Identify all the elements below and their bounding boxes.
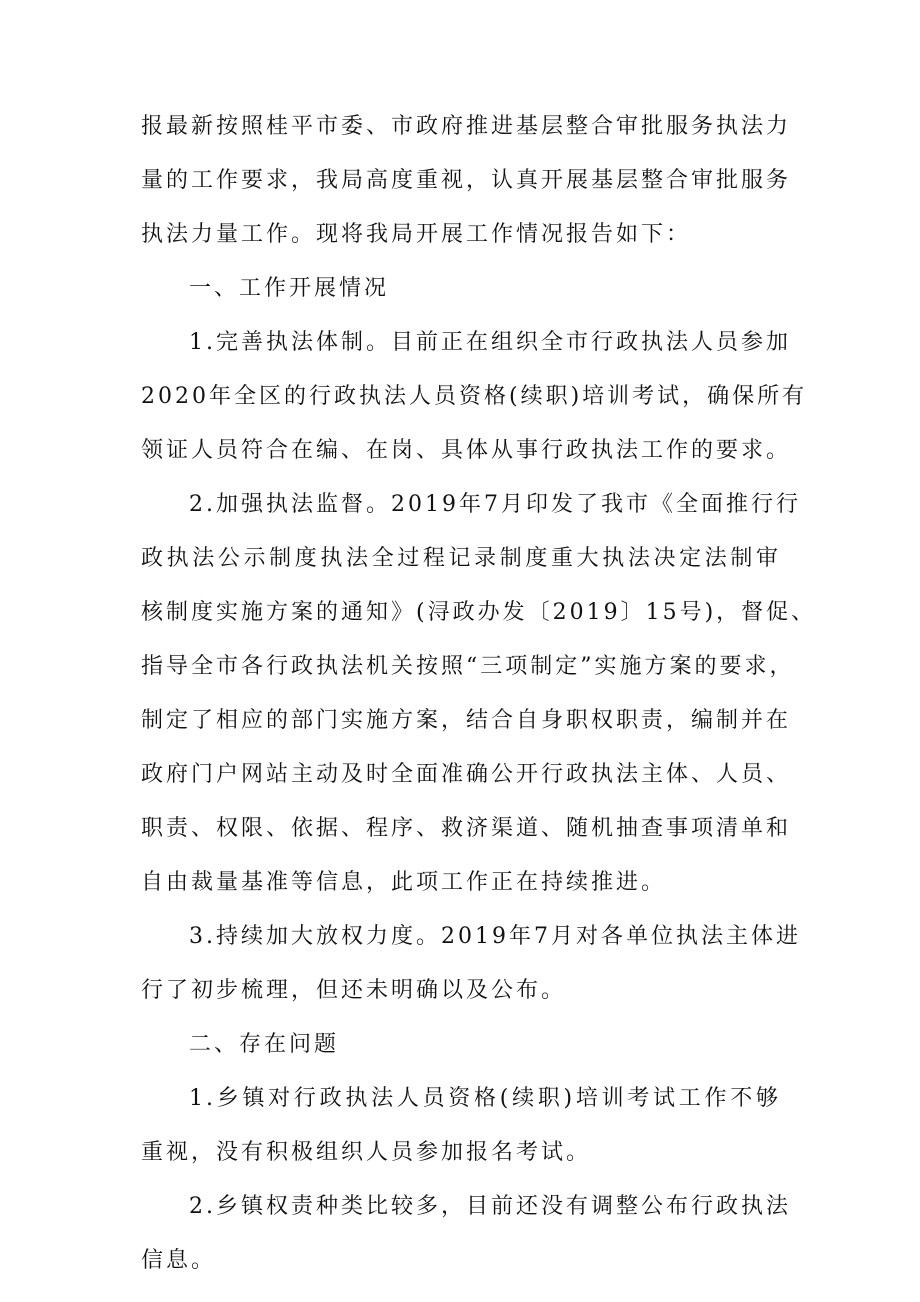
paragraph-intro: [141, 100, 792, 262]
text-line: 3.持续加大放权力度。2019年7月对各单位执法主体进: [189, 924, 801, 949]
text-line: 核制度实施方案的通知》(浔政办发〔2019〕15号)，督促、: [141, 600, 817, 625]
paragraph-problem-1: [141, 1072, 781, 1180]
document-body: [141, 100, 817, 1288]
paragraph-item-3: [141, 910, 801, 1018]
text-line: 政执法公示制度执法全过程记录制度重大执法决定法制审: [141, 546, 781, 571]
text-line: 报最新按照桂平市委、市政府推进基层整合审批服务执法力: [141, 114, 792, 139]
paragraph-item-2: [141, 478, 817, 910]
text-line: 执法力量工作。现将我局开展工作情况报告如下：: [141, 222, 692, 247]
text-line: 2.加强执法监督。2019年7月印发了我市《全面推行行: [189, 492, 801, 517]
text-line: 1.乡镇对行政执法人员资格(续职)培训考试工作不够: [189, 1086, 781, 1111]
section-heading-work-progress: 一、工作开展情况: [189, 276, 390, 301]
text-line: 量的工作要求，我局高度重视，认真开展基层整合审批服务: [141, 168, 792, 193]
text-line: 1.完善执法体制。目前正在组织全市行政执法人员参加: [189, 330, 791, 355]
paragraph-problem-2: [141, 1180, 791, 1288]
text-line: 2020年全区的行政执法人员资格(续职)培训考试，确保所有: [141, 384, 808, 409]
text-line: 指导全市各行政执法机关按照“三项制定”实施方案的要求，: [141, 654, 795, 679]
text-line: 职责、权限、依据、程序、救济渠道、随机抽查事项清单和: [141, 816, 792, 841]
text-line: 自由裁量基准等信息，此项工作正在持续推进。: [141, 870, 667, 895]
text-line: 政府门户网站主动及时全面准确公开行政执法主体、人员、: [141, 762, 792, 787]
text-line: 行了初步梳理，但还未明确以及公布。: [141, 978, 567, 1003]
text-line: 重视，没有积极组织人员参加报名考试。: [141, 1140, 592, 1165]
section-heading-existing-problems: 二、存在问题: [189, 1032, 340, 1057]
text-line: 领证人员符合在编、在岗、具体从事行政执法工作的要求。: [141, 438, 792, 463]
text-line: 2.乡镇权责种类比较多，目前还没有调整公布行政执法: [189, 1194, 791, 1219]
text-line: 制定了相应的部门实施方案，结合自身职权职责，编制并在: [141, 708, 792, 733]
paragraph-item-1: [141, 316, 808, 478]
text-line: 信息。: [141, 1248, 217, 1273]
